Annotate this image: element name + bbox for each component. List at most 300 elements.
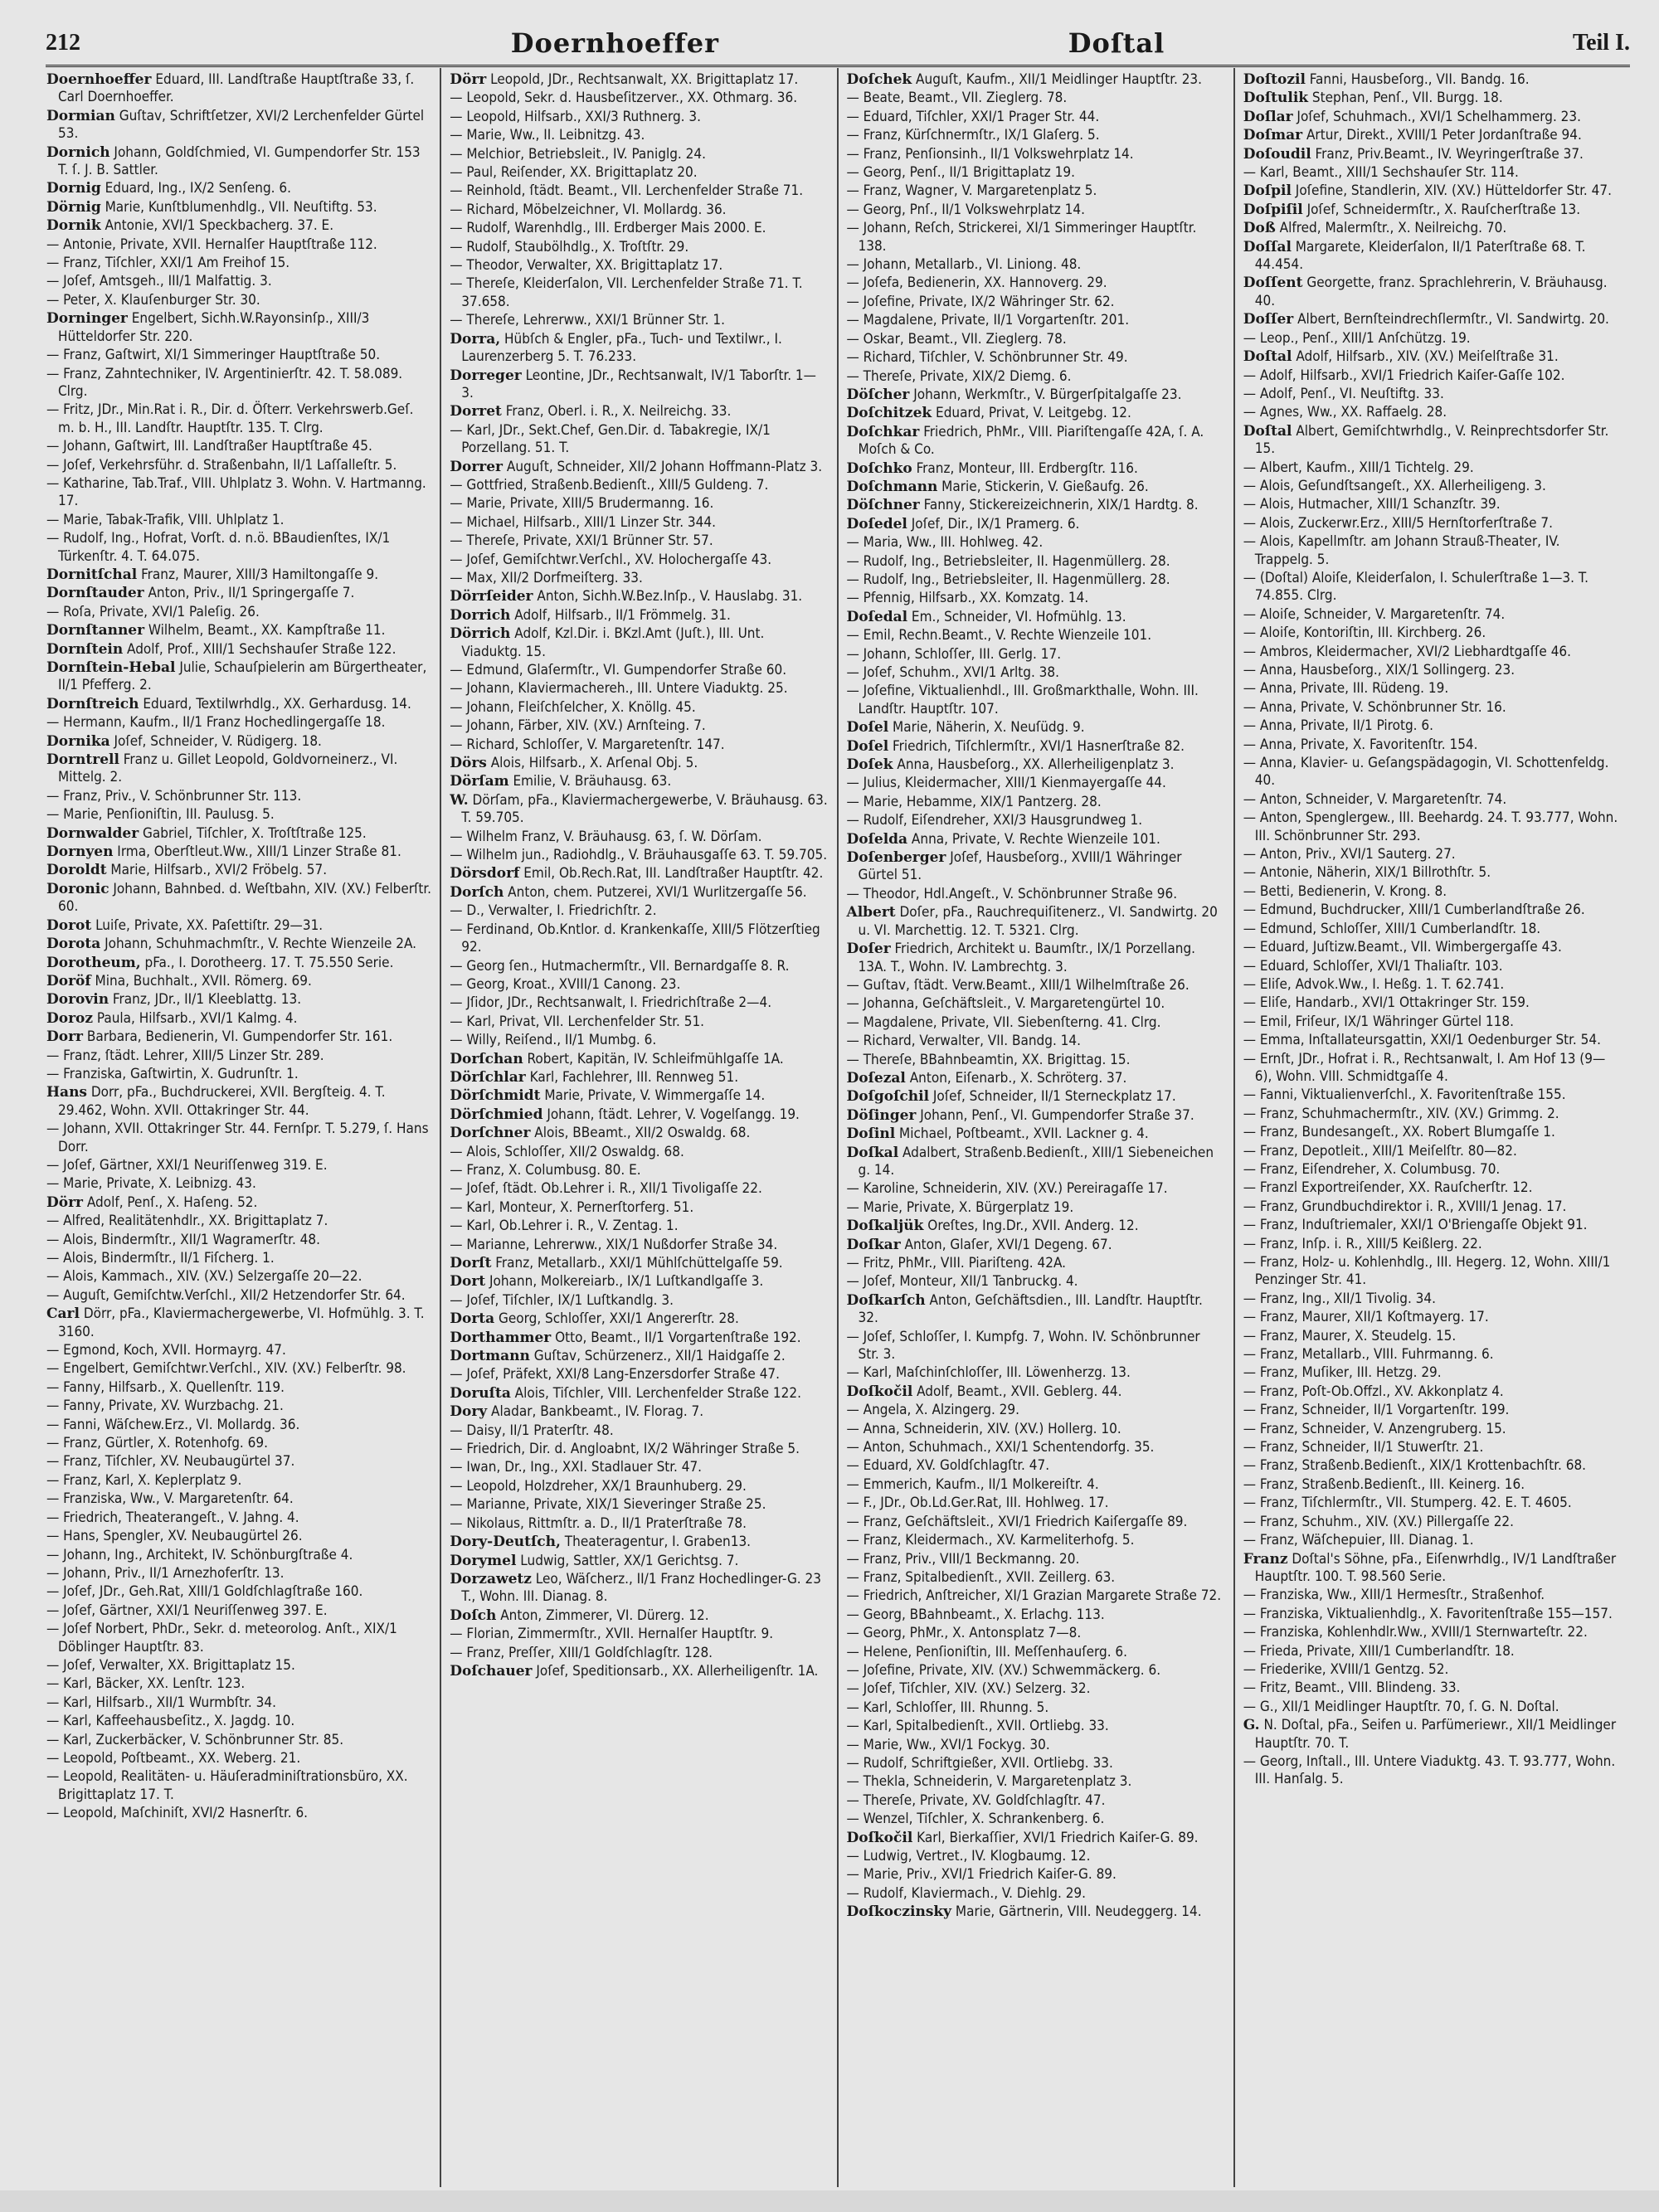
directory-entry: — Georg, PhMr., X. Antonsplatz 7—8. — [846, 1625, 1082, 1642]
directory-entry: — Melchior, Betriebsleit., IV. Paniglg. 24. — [450, 145, 706, 163]
directory-entry: — Franz, Wagner, V. Margaretenplatz 5. — [846, 182, 1097, 200]
directory-entry: Doſedel Joſef, Dir., IX/1 Pramerg. 6. — [846, 515, 1080, 532]
directory-entry: — Richard, Tiſchler, V. Schönbrunner Str. 49. — [846, 349, 1128, 367]
directory-entry: — Franz, Inſp. i. R., XIII/5 Keißlerg. 22. — [1243, 1235, 1482, 1252]
column-4 — [1233, 68, 1630, 2187]
directory-entry: — Marie, Ww., II. Leibnitzg. 43. — [450, 127, 645, 144]
directory-entry: Dörsdorf Emil, Ob.Rech.Rat, III. Landſtraßer Hauptſtr. 42. — [450, 865, 824, 882]
directory-entry: — Johann, Reſch, Strickerei, XI/1 Simmeringer Hauptſtr. 138. — [846, 220, 1197, 255]
directory-entry: Doſtal Adolf, Hilfsarb., XIV. (XV.) Meiſelſtraße 31. — [1243, 348, 1559, 366]
directory-entry: — Joſef, Verwalter, XX. Brigittaplatz 15. — [46, 1656, 295, 1674]
directory-entry: Dörrich Adolf, Kzl.Dir. i. BKzl.Amt (Juſt.), III. Unt. Viaduktg. 15. — [450, 625, 765, 660]
directory-entry: — Franz, Gaſtwirt, XI/1 Simmeringer Hauptſtraße 50. — [46, 347, 381, 364]
directory-entry: — Anna, Private, V. Schönbrunner Str. 16. — [1243, 698, 1506, 716]
directory-entry: Doſchmann Marie, Stickerin, V. Gießaufg. 26. — [846, 478, 1149, 495]
directory-entry: — Franz, Straßenb.Bedienſt., XIX/1 Krottenbachſtr. 68. — [1243, 1457, 1587, 1475]
directory-entry: Doſchko Franz, Monteur, III. Erdbergſtr. 116. — [846, 459, 1138, 477]
directory-entry: — Friedrich, Theaterangeſt., V. Jahng. 4. — [46, 1509, 299, 1526]
directory-entry: Doruſta Alois, Tiſchler, VIII. Lerchenfelder Straße 122. — [450, 1384, 801, 1402]
directory-entry: — Engelbert, Gemiſchtwr.Verſchl., XIV. (XV.) Felberſtr. 98. — [46, 1360, 406, 1378]
directory-entry: Dörſchmied Johann, ſtädt. Lehrer, V. Vogelſangg. 19. — [450, 1106, 800, 1123]
directory-entry: — Anna, Hausbeſorg., XIX/1 Sollingerg. 23. — [1243, 662, 1515, 678]
directory-entry: — Joſef, Monteur, XII/1 Tanbruckg. 4. — [846, 1273, 1078, 1291]
directory-entry: — Franz, Tiſchler, XXI/1 Am Freihof 15. — [46, 255, 290, 272]
directory-entry: — Joſef Norbert, PhDr., Sekr. d. meteorolog. Anſt., XIX/1 Döblinger Hauptſtr. 83. — [46, 1621, 397, 1655]
directory-entry: — Franz, Spitalbedienſt., XVII. Zeillerg. 63. — [846, 1568, 1116, 1586]
directory-entry: Dornika Joſef, Schneider, V. Rüdigerg. 18. — [46, 732, 322, 750]
directory-entry: — Franziska, Gaſtwirtin, X. Gudrunſtr. 1. — [46, 1065, 299, 1082]
directory-entry: Doſel Marie, Näherin, X. Neuſüdg. 9. — [846, 719, 1085, 737]
directory-entry: Dorthammer Otto, Beamt., II/1 Vorgartenſtraße 192. — [450, 1329, 801, 1346]
directory-entry: — Edmund, Schloſſer, XIII/1 Cumberlandſtr. 18. — [1243, 920, 1541, 937]
directory-entry: — Anna, Klavier- u. Geſangspädagogin, VI. Schottenfeldg. 40. — [1243, 755, 1609, 790]
directory-entry: — Leopold, Sekr. d. Hausbeſitzerver., XX. Othmarg. 36. — [450, 90, 798, 107]
directory-entry: — Karl, Privat, VII. Lerchenfelder Str. 51. — [450, 1013, 705, 1030]
column-3 — [837, 68, 1233, 2187]
directory-entry: — Rudolf, Schriftgießer, XVII. Ortliebg. 33. — [846, 1754, 1113, 1772]
directory-entry: Doſezal Anton, Eiſenarb., X. Schröterg. 37. — [846, 1069, 1127, 1087]
directory-entry: Döſinger Johann, Penſ., VI. Gumpendorfer Straße 37. — [846, 1106, 1194, 1124]
directory-entry: — Rudolf, Warenhdlg., III. Erdberger Mais 2000. E. — [450, 220, 766, 237]
directory-entry: Dorr Barbara, Bedienerin, VI. Gumpendorfer Str. 161. — [46, 1028, 393, 1046]
directory-entry: — Eliſe, Handarb., XVI/1 Ottakringer Str. 159. — [1243, 994, 1530, 1012]
directory-entry: — Karl, Monteur, X. Pernerſtorferg. 51. — [450, 1198, 694, 1216]
left-keyword: Doernhoeffer — [510, 27, 720, 59]
directory-entry: — Albert, Kaufm., XIII/1 Tichtelg. 29. — [1243, 459, 1474, 476]
directory-entry: — Georg, Penſ., II/1 Brigittaplatz 19. — [846, 164, 1075, 182]
directory-entry: — Franz, Depotleit., XIII/1 Meiſelſtr. 80—82. — [1243, 1142, 1517, 1159]
directory-entry: Franz Doſtal's Söhne, pFa., Eiſenwrhdlg., IV/1 Landſtraßer Hauptſtr. 100. T. 98.560 Serie. — [1243, 1550, 1617, 1585]
directory-entry: — Franz, Holz- u. Kohlenhdlg., III. Hegerg. 12, Wohn. XIII/1 Penzinger Str. 41. — [1243, 1254, 1611, 1289]
directory-entry: — Alois, Bindermſtr., XII/1 Wagramerſtr. 48. — [46, 1231, 320, 1248]
directory-entry: — Helene, Penſioniſtin, III. Meſſenhauſerg. 6. — [846, 1643, 1127, 1660]
directory-entry: Dorra, Hübſch & Engler, pFa., Tuch- und Textilwr., I. Laurenzerberg 5. T. 76.233. — [450, 330, 782, 366]
directory-entry: — Franz, Priv., V. Schönbrunner Str. 113. — [46, 787, 302, 805]
directory-entry: Dornſtanner Wilhelm, Beamt., XX. Kampſtraße 11. — [46, 622, 386, 639]
directory-entry: Dorninger Engelbert, Sichh.W.Rayonsinſp., XIII/3 Hütteldorfer Str. 220. — [46, 310, 370, 345]
directory-entry: — Leopold, Poſtbeamt., XX. Weberg. 21. — [46, 1749, 301, 1767]
directory-entry: Doſoudil Franz, Priv.Beamt., IV. Weyringerſtraße 37. — [1243, 145, 1584, 163]
directory-entry: Döſcher Johann, Werkmſtr., V. Bürgerſpitalgaſſe 23. — [846, 386, 1182, 403]
directory-entry: — Hermann, Kaufm., II/1 Franz Hochedlingergaſſe 18. — [46, 714, 386, 732]
directory-entry: — Karl, Bäcker, XX. Lenſtr. 123. — [46, 1675, 246, 1693]
directory-entry: Dorota Johann, Schuhmachmſtr., V. Rechte Wienzeile 2A. — [46, 936, 416, 953]
directory-entry: — Auguſt, Gemiſchtw.Verſchl., XII/2 Hetzendorfer Str. 64. — [46, 1286, 406, 1304]
directory-entry: Dörrſeider Anton, Sichh.W.Bez.Inſp., V. Hauslabg. 31. — [450, 588, 803, 605]
directory-entry: — Johann, Färber, XIV. (XV.) Arnſteing. 7. — [450, 717, 706, 735]
directory-entry: — Alois, Hutmacher, XIII/1 Schanzſtr. 39. — [1243, 496, 1501, 513]
directory-entry: Dornwalder Gabriel, Tiſchler, X. Troſtſtraße 125. — [46, 824, 367, 842]
directory-entry: Doſedal Em., Schneider, VI. Hofmühlg. 13. — [846, 608, 1126, 625]
page-number: 212 — [46, 30, 80, 56]
directory-entry: — G., XII/1 Meidlinger Hauptſtr. 70, ſ. G. N. Doſtal. — [1243, 1698, 1559, 1715]
directory-entry: Doſenberger Joſef, Hausbeſorg., XVIII/1 Währinger Gürtel 51. — [846, 849, 1182, 884]
directory-entry: Doroz Paula, Hilfsarb., XVI/1 Kalmg. 4. — [46, 1009, 298, 1027]
directory-entry: Dornik Antonie, XVI/1 Speckbacherg. 37. E. — [46, 217, 334, 235]
directory-entry: — Leopold, Hilfsarb., XXI/3 Ruthnerg. 3. — [450, 108, 701, 125]
directory-entry: — Marianne, Lehrerww., XIX/1 Nußdorfer Straße 34. — [450, 1236, 778, 1253]
directory-entry: — Leop., Penſ., XIII/1 Anſchützg. 19. — [1243, 329, 1471, 347]
directory-entry: Doſgoſchil Joſef, Schneider, II/1 Sterneckplatz 17. — [846, 1088, 1176, 1106]
directory-entry: — Daisy, II/1 Praterſtr. 48. — [450, 1422, 614, 1439]
directory-entry: — Emil, Friſeur, IX/1 Währinger Gürtel 118. — [1243, 1013, 1514, 1030]
directory-entry: — Alois, Kapellmſtr. am Johann Strauß-Theater, IV. Trappelg. 5. — [1243, 533, 1560, 568]
directory-entry: Doröf Mina, Buchhalt., XVII. Römerg. 69. — [46, 972, 312, 989]
directory-entry: — Marie, Private, X. Bürgerplatz 19. — [846, 1198, 1074, 1216]
directory-entry: — Thereſe, BBahnbeamtin, XX. Brigittag. 15. — [846, 1051, 1131, 1068]
directory-entry: — Fanni, Viktualienverſchl., X. Favoritenſtraße 155. — [1243, 1087, 1566, 1104]
directory-entry: — Peter, X. Klauſenburger Str. 30. — [46, 291, 260, 309]
directory-entry: — Emil, Rechn.Beamt., V. Rechte Wienzeile 101. — [846, 627, 1152, 644]
directory-entry: — Karl, Maſchinſchloſſer, III. Löwenherzg. 13. — [846, 1364, 1131, 1382]
directory-entry: — Johann, Ing., Architekt, IV. Schönburgſtraße 4. — [46, 1546, 353, 1563]
directory-entry: — Karl, Schloſſer, III. Rhunng. 5. — [846, 1699, 1049, 1716]
directory-entry: Doſtal Albert, Gemiſchtwrhdlg., V. Reinprechtsdorfer Str. 15. — [1243, 422, 1609, 458]
directory-entry: — Franz, Induſtriemaler, XXI/1 O'Briengaſſe Objekt 91. — [1243, 1217, 1588, 1234]
directory-entry: — Franz, Metallarb., VIII. Fuhrmanng. 6. — [1243, 1346, 1494, 1364]
directory-entry: — Fanni, Wäſchew.Erz., VI. Mollardg. 36. — [46, 1416, 300, 1433]
directory-entry: — Franz, Kleidermach., XV. Karmeliterhofg. 5. — [846, 1532, 1135, 1549]
directory-entry: — Theodor, Verwalter, XX. Brigittaplatz 17. — [450, 257, 723, 275]
directory-entry: — Franz, Bundesangeſt., XX. Robert Blumgaſſe 1. — [1243, 1124, 1555, 1141]
directory-entry: Doſchek Auguſt, Kaufm., XII/1 Meidlinger Hauptſtr. 23. — [846, 71, 1203, 88]
directory-entry: — Franz, Ing., XII/1 Tivolig. 34. — [1243, 1290, 1436, 1307]
directory-entry: — Adolf, Penſ., VI. Neuſtiftg. 33. — [1243, 385, 1444, 402]
directory-entry: Dorotheum, pFa., I. Dorotheerg. 17. T. 75.550 Serie. — [46, 954, 394, 971]
directory-entry: — Johann, Klaviermachereh., III. Untere Viaduktg. 25. — [450, 680, 788, 698]
directory-entry: — Marie, Penſioniſtin, III. Paulusg. 5. — [46, 806, 275, 824]
directory-entry: Doſſer Albert, Bernſteindrechſlermſtr., VI. Sandwirtg. 20. — [1243, 311, 1609, 328]
directory-entry: Dorret Franz, Oberl. i. R., X. Neilreichg. 33. — [450, 403, 732, 421]
directory-entry: Doſtozil Fanni, Hausbeſorg., VII. Bandg. 16. — [1243, 71, 1530, 88]
directory-entry: Doſſal Margarete, Kleiderſalon, II/1 Paterſtraße 68. T. 44.454. — [1243, 238, 1586, 274]
directory-entry: — Karl, JDr., Sekt.Chef, Gen.Dir. d. Tabakregie, IX/1 Porzellang. 51. T. — [450, 421, 771, 457]
directory-entry: — Franz, Grundbuchdirektor i. R., XVIII/1 Jenag. 17. — [1243, 1198, 1567, 1215]
directory-entry: — Eduard, XV. Goldſchlagſtr. 47. — [846, 1457, 1050, 1475]
directory-entry: — Fanny, Hilfsarb., X. Quellenſtr. 119. — [46, 1378, 285, 1396]
directory-entry: Doſtulik Stephan, Penſ., VII. Burgg. 18. — [1243, 90, 1503, 107]
directory-entry: — Joſefine, Private, IX/2 Währinger Str. 62. — [846, 293, 1115, 310]
directory-entry: — Karl, Ob.Lehrer i. R., V. Zentag. 1. — [450, 1218, 679, 1235]
directory-entry: — Julius, Kleidermacher, XIII/1 Kienmayergaſſe 44. — [846, 775, 1166, 792]
page-bottom-edge — [0, 2190, 1659, 2212]
directory-entry: — Karoline, Schneiderin, XIV. (XV.) Pereiragaſſe 17. — [846, 1180, 1168, 1198]
directory-entry: — Fritz, Beamt., VIII. Blindeng. 33. — [1243, 1680, 1461, 1697]
directory-entry: Dorntrell Franz u. Gillet Leopold, Goldvorneinerz., VI. Mittelg. 2. — [46, 751, 398, 786]
directory-entry: — Joſef, Schuhm., XVI/1 Arltg. 38. — [846, 664, 1059, 681]
directory-entry: — Franz, Maurer, XII/1 Koſtmayerg. 17. — [1243, 1309, 1489, 1326]
directory-entry: Doſpil Joſefine, Standlerin, XIV. (XV.) Hütteldorfer Str. 47. — [1243, 182, 1612, 200]
directory-entry: — Alfred, Realitätenhdlr., XX. Brigittaplatz 7. — [46, 1213, 328, 1230]
directory-entry: — Edmund, Glaſermſtr., VI. Gumpendorfer Straße 60. — [450, 662, 787, 678]
directory-entry: — Johann, Gaſtwirt, III. Landſtraßer Hauptſtraße 45. — [46, 438, 372, 455]
directory-entry: Dörs Alois, Hilfsarb., X. Arſenal Obj. 5. — [450, 755, 698, 772]
directory-entry: Doſinl Michael, Poſtbeamt., XVII. Lackner g. 4. — [846, 1125, 1149, 1143]
directory-entry: Dörnig Marie, Kunſtblumenhdlg., VII. Neuſtiftg. 53. — [46, 198, 377, 216]
directory-entry: — Ferdinand, Ob.Kntlor. d. Krankenkaſſe, XIII/5 Flötzerſtieg 92. — [450, 921, 820, 956]
directory-entry: — Franz, Tiſchlermſtr., VII. Stumperg. 42. E. T. 4605. — [1243, 1495, 1572, 1512]
directory-entry: Doſkaljük Oreſtes, Ing.Dr., XVII. Anderg. 12. — [846, 1218, 1139, 1235]
directory-entry: Doſkal Adalbert, Straßenb.Bedienſt., XIII/1 Siebeneichen g. 14. — [846, 1144, 1214, 1179]
directory-entry: Doß Alfred, Malermſtr., X. Neilreichg. 70. — [1243, 220, 1507, 237]
directory-entry: — Marianne, Private, XIX/1 Sieveringer Straße 25. — [450, 1496, 766, 1514]
directory-entry: — Joſef, Gärtner, XXI/1 Neuriſſenweg 397. E. — [46, 1602, 328, 1619]
directory-entry: — Maria, Ww., III. Hohlweg. 42. — [846, 534, 1044, 552]
directory-entry: — Franz, Schuhmachermſtr., XIV. (XV.) Grimmg. 2. — [1243, 1105, 1559, 1122]
directory-entry: Dornſtauder Anton, Priv., II/1 Springergaſſe 7. — [46, 585, 355, 602]
directory-entry: — Johann, Priv., II/1 Arnezhoferſtr. 13. — [46, 1564, 285, 1582]
directory-entry: Albert Doſer, pFa., Rauchrequiſitenerz., VI. Sandwirtg. 20 u. VI. Marchettig. 12. T. 5321. Clrg. — [846, 904, 1218, 939]
directory-entry: — Karl, Beamt., XIII/1 Sechshauſer Str. 114. — [1243, 164, 1519, 182]
directory-entry: — Ludwig, Vertret., IV. Klogbaumg. 12. — [846, 1848, 1091, 1864]
directory-entry: — Thekla, Schneiderin, V. Margaretenplatz 3. — [846, 1773, 1132, 1791]
directory-entry: — Thereſe, Kleiderſalon, VII. Lerchenfelder Straße 71. T. 37.658. — [450, 275, 803, 310]
directory-entry: — Friedrich, Dir. d. Angloabnt, IX/2 Währinger Straße 5. — [450, 1441, 800, 1458]
directory-entry: — Thereſe, Lehrerww., XXI/1 Brünner Str. 1. — [450, 312, 725, 329]
directory-entry: — Fanny, Private, XV. Wurzbachg. 21. — [46, 1398, 284, 1415]
directory-entry: — Iwan, Dr., Ing., XXI. Stadlauer Str. 47. — [450, 1459, 703, 1476]
directory-entry: — Aloiſe, Schneider, V. Margaretenſtr. 74. — [1243, 605, 1506, 623]
directory-entry: Dorrich Adolf, Hilfsarb., II/1 Frömmelg. 31. — [450, 606, 731, 624]
directory-entry: Dornſtein-Hebal Julie, Schauſpielerin am Bürgertheater, II/1 Pfefferg. 2. — [46, 659, 427, 694]
directory-entry: Dörr Adolf, Penſ., X. Haſeng. 52. — [46, 1194, 258, 1211]
directory-entry: Doſel Friedrich, Tiſchlermſtr., XVI/1 Hasnerſtraße 82. — [846, 737, 1185, 755]
directory-entry: — Beate, Beamt., VII. Zieglerg. 78. — [846, 90, 1068, 107]
directory-entry: — Edmund, Buchdrucker, XIII/1 Cumberlandſtraße 26. — [1243, 902, 1585, 919]
directory-entry: — Magdalene, Private, II/1 Vorgartenſtr. 201. — [846, 312, 1130, 329]
directory-entry: Doſchauer Joſef, Speditionsarb., XX. Allerheiligenſtr. 1A. — [450, 1662, 819, 1680]
directory-entry: — Paul, Reiſender, XX. Brigittaplatz 20. — [450, 164, 698, 182]
directory-entry: Döſchner Fanny, Stickereizeichnerin, XIX/1 Hardtg. 8. — [846, 497, 1199, 514]
directory-entry: — Richard, Verwalter, VII. Bandg. 14. — [846, 1033, 1081, 1050]
directory-entry: — Anton, Spenglergew., III. Beehardg. 24. T. 93.777, Wohn. III. Schönbrunner Str. 293. — [1243, 809, 1618, 844]
directory-entry: — Franziska, Ww., XIII/1 Hermesſtr., Straßenhof. — [1243, 1587, 1545, 1604]
directory-entry: — Nikolaus, Rittmſtr. a. D., II/1 Praterſtraße 78. — [450, 1514, 747, 1532]
directory-entry: — Emma, Inſtallateursgattin, XXI/1 Oedenburger Str. 54. — [1243, 1032, 1601, 1049]
directory-entry: — Georg, Pnſ., II/1 Volkswehrplatz 14. — [846, 201, 1085, 218]
directory-entry: Doſmar Artur, Direkt., XVIII/1 Peter Jordanſtraße 94. — [1243, 127, 1582, 144]
directory-entry: — Joſefa, Bedienerin, XX. Hannoverg. 29. — [846, 275, 1107, 292]
directory-entry: — Franz, ſtädt. Lehrer, XIII/5 Linzer Str. 289. — [46, 1047, 324, 1064]
directory-entry: — Joſef, Schloſſer, I. Kumpfg. 7, Wohn. IV. Schönbrunner Str. 3. — [846, 1328, 1200, 1364]
directory-entry: Dornſtein Adolf, Prof., XIII/1 Sechshauſer Straße 122. — [46, 640, 397, 658]
directory-entry: — Rudolf, Ing., Hofrat, Vorſt. d. n.ö. BBaudienſtes, IX/1 Türkenſtr. 4. T. 64.075. — [46, 530, 391, 565]
directory-entry: — Antonie, Näherin, XIX/1 Billrothſtr. 5. — [1243, 864, 1491, 882]
directory-entry: — Oskar, Beamt., VII. Zieglerg. 78. — [846, 330, 1067, 348]
column-1 — [43, 68, 440, 2187]
directory-entry: Dormian Guſtav, Schriftſetzer, XVI/2 Lerchenfelder Gürtel 53. — [46, 107, 425, 143]
directory-entry: Doſlar Joſef, Schuhmach., XVI/1 Schelhammerg. 23. — [1243, 108, 1581, 125]
directory-entry: Dorovin Franz, JDr., II/1 Kleeblattg. 13. — [46, 991, 302, 1009]
directory-entry: — Rudolf, Klaviermach., V. Diehlg. 29. — [846, 1884, 1087, 1902]
directory-entry: Doſkočil Adolf, Beamt., XVII. Geblerg. 44. — [846, 1383, 1122, 1400]
directory-entry: — Joſef, Tiſchler, IX/1 Luſtkandlg. 3. — [450, 1291, 674, 1309]
directory-entry: — Anna, Schneiderin, XIV. (XV.) Hollerg. 10. — [846, 1420, 1121, 1437]
directory-entry: — Johann, XVII. Ottakringer Str. 44. Fernſpr. T. 5.279, ſ. Hans Dorr. — [46, 1121, 429, 1155]
directory-entry: — Rudolf, Eiſendreher, XXI/3 Hausgrundweg 1. — [846, 812, 1143, 829]
directory-entry: Dornyen Irma, Oberſtleut.Ww., XIII/1 Linzer Straße 81. — [46, 843, 401, 861]
directory-entry: — Thereſe, Private, XXI/1 Brünner Str. 57. — [450, 532, 713, 550]
directory-entry: — Anton, Schuhmach., XXI/1 Schentendorfg. 35. — [846, 1439, 1155, 1456]
directory-entry: — Franz, Tiſchler, XV. Neubaugürtel 37. — [46, 1453, 295, 1471]
directory-entry: Doſſent Georgette, franz. Sprachlehrerin, V. Bräuhausg. 40. — [1243, 275, 1608, 309]
directory-entry: Dorot Luiſe, Private, XX. Paſettiſtr. 29—31. — [46, 916, 324, 934]
directory-entry: Dorreger Leontine, JDr., Rechtsanwalt, IV/1 Taborſtr. 1—3. — [450, 367, 816, 401]
directory-entry: — Eliſe, Advok.Ww., I. Heßg. 1. T. 62.741. — [1243, 975, 1505, 993]
directory-entry: Doſkarſch Anton, Geſchäftsdien., III. Landſtr. Hauptſtr. 32. — [846, 1291, 1203, 1327]
directory-entry: — Alois, Bindermſtr., II/1 Fiſcherg. 1. — [46, 1250, 275, 1266]
directory-entry: Dorſch Anton, chem. Putzerei, XVI/1 Wurlitzergaſſe 56. — [450, 883, 807, 901]
directory-entry: — Aloiſe, Kontoriſtin, III. Kirchberg. 26. — [1243, 625, 1486, 642]
directory-entry: — Franz, Schuhm., XIV. (XV.) Pillergaſſe 22. — [1243, 1513, 1515, 1530]
directory-entry: — Angela, X. Alzingerg. 29. — [846, 1402, 1019, 1419]
directory-entry: — Eduard, Schloſſer, XVI/1 Thaliaſtr. 103. — [1243, 957, 1503, 975]
directory-entry: — Adolf, Hilfsarb., XVI/1 Friedrich Kaiſer-Gaſſe 102. — [1243, 367, 1565, 384]
directory-entry: — Franz, Priv., VIII/1 Beckmanng. 20. — [846, 1550, 1080, 1568]
directory-entry: — Franz, Schneider, V. Anzengruberg. 15. — [1243, 1420, 1506, 1437]
directory-entry: — Eduard, Juſtizw.Beamt., VII. Wimbergergaſſe 43. — [1243, 939, 1562, 956]
directory-entry: — Joſef, Gärtner, XXI/1 Neuriſſenweg 319. E. — [46, 1156, 328, 1174]
directory-entry: Carl Dörr, pFa., Klaviermachergewerbe, VI. Hofmühlg. 3. T. 3160. — [46, 1305, 425, 1340]
directory-entry: — D., Verwalter, I. Friedrichſtr. 2. — [450, 902, 657, 920]
directory-entry: — Hans, Spengler, XV. Neubaugürtel 26. — [46, 1528, 303, 1545]
directory-entry: — Alois, Geſundſtsangeſt., XX. Allerheiligeng. 3. — [1243, 477, 1546, 494]
directory-entry: Doſkoczinsky Marie, Gärtnerin, VIII. Neudeggerg. 14. — [846, 1903, 1202, 1921]
directory-entry: — Alois, Schloſſer, XII/2 Oswaldg. 68. — [450, 1143, 684, 1160]
directory-entry: — Karl, Hilfsarb., XII/1 Wurmbſtr. 34. — [46, 1694, 276, 1711]
directory-entry: — Reinhold, ſtädt. Beamt., VII. Lerchenfelder Straße 71. — [450, 182, 804, 200]
directory-entry: — Emmerich, Kaufm., II/1 Molkereiſtr. 4. — [846, 1475, 1099, 1493]
directory-entry: — Johanna, Geſchäftsleit., V. Margaretengürtel 10. — [846, 995, 1165, 1013]
directory-entry: — Anton, Schneider, V. Margaretenſtr. 74. — [1243, 790, 1507, 808]
directory-entry: Doſch Anton, Zimmerer, VI. Dürerg. 12. — [450, 1607, 709, 1624]
directory-entry: — (Doſtal) Aloiſe, Kleiderſalon, I. Schulerſtraße 1—3. T. 74.855. Clrg. — [1243, 569, 1589, 605]
directory-entry: — Franz, Maurer, X. Steudelg. 15. — [1243, 1327, 1457, 1344]
directory-entry: — Franz, Gürtler, X. Rotenhofg. 69. — [46, 1435, 268, 1452]
entry-columns — [43, 68, 1630, 2187]
directory-entry: Dornitſchal Franz, Maurer, XIII/3 Hamiltongaſſe 9. — [46, 566, 379, 583]
directory-entry: — Franz, Poſt-Ob.Offzl., XV. Akkonplatz 4. — [1243, 1383, 1504, 1400]
directory-entry: — Anton, Priv., XVI/1 Sauterg. 27. — [1243, 846, 1456, 863]
directory-entry: — Franz, Geſchäftsleit., XVI/1 Friedrich Kaiſergaſſe 89. — [846, 1513, 1188, 1530]
directory-entry: — Franz, Eiſendreher, X. Columbusg. 70. — [1243, 1160, 1501, 1178]
directory-entry: — Jſidor, JDr., Rechtsanwalt, I. Friedrichſtraße 2—4. — [450, 994, 772, 1012]
directory-entry: — Joſef, JDr., Geh.Rat, XIII/1 Goldſchlagſtraße 160. — [46, 1583, 363, 1601]
directory-entry: — Guſtav, ſtädt. Verw.Beamt., XIII/1 Wilhelmſtraße 26. — [846, 976, 1190, 994]
directory-entry: — Marie, Private, XIII/5 Brudermanng. 16. — [450, 495, 714, 513]
directory-entry: — Franz, Preſſer, XIII/1 Goldſchlagſtr. 128. — [450, 1644, 713, 1661]
directory-entry: — Ernſt, JDr., Hofrat i. R., Rechtsanwalt, I. Am Hof 13 (9—6), Wohn. VIII. Schmidtgaſſe 4. — [1243, 1050, 1606, 1085]
directory-entry: Dörr Leopold, JDr., Rechtsanwalt, XX. Brigittaplatz 17. — [450, 71, 799, 88]
directory-entry: Doronic Johann, Bahnbed. d. Weſtbahn, XIV. (XV.) Felberſtr. 60. — [46, 880, 432, 916]
directory-entry: — Georg, Kroat., XVIII/1 Canong. 23. — [450, 975, 681, 993]
directory-entry: — Marie, Tabak-Trafik, VIII. Uhlplatz 1. — [46, 511, 285, 528]
directory-entry: Dorſchner Alois, BBeamt., XII/2 Oswaldg. 68. — [450, 1125, 751, 1142]
page-header — [46, 22, 1630, 67]
directory-entry: — Roſa, Private, XVI/1 Paleſig. 26. — [46, 603, 260, 620]
directory-entry: — Marie, Hebamme, XIX/1 Pantzerg. 28. — [846, 793, 1102, 810]
directory-entry: — Joſef, Präfekt, XXI/8 Lang-Enzersdorfer Straße 47. — [450, 1366, 781, 1383]
directory-entry: — Franz, Kürſchnermſtr., IX/1 Glaſerg. 5. — [846, 127, 1100, 144]
directory-entry: — Marie, Priv., XVI/1 Friedrich Kaiſer-G. 89. — [846, 1866, 1117, 1884]
directory-entry: — Joſef, Amtsgeh., III/1 Malfattig. 3. — [46, 273, 272, 290]
directory-entry: Doſchkar Friedrich, PhMr., VIII. Piariſtengaſſe 42A, ſ. A. Moſch & Co. — [846, 423, 1204, 459]
directory-entry: — Rudolf, Ing., Betriebsleiter, II. Hagenmüllerg. 28. — [846, 552, 1170, 570]
directory-entry: — Marie, Ww., XVI/1 Fockyg. 30. — [846, 1736, 1050, 1753]
directory-entry: — Marie, Private, X. Leibnizg. 43. — [46, 1175, 256, 1193]
directory-entry: Doſchitzek Eduard, Privat, V. Leitgebg. 12. — [846, 405, 1131, 422]
directory-entry: — Franz, Wäſchepuier, III. Dianag. 1. — [1243, 1532, 1474, 1549]
directory-entry: — Fritz, JDr., Min.Rat i. R., Dir. d. Öſterr. Verkehrswerb.Geſ. m. b. H., III. Landſtr. Hauptſtr. 135. T. Clrg. — [46, 401, 414, 436]
part-label: Teil I. — [1572, 30, 1630, 56]
directory-entry: Doſek Anna, Hausbeſorg., XX. Allerheiligenplatz 3. — [846, 756, 1175, 774]
directory-entry: — Franz, Straßenb.Bedienſt., III. Keinerg. 16. — [1243, 1475, 1525, 1493]
directory-entry: — Richard, Schloſſer, V. Margaretenſtr. 147. — [450, 736, 725, 753]
directory-entry: Dorymel Ludwig, Sattler, XX/1 Gerichtsg. 7. — [450, 1552, 739, 1569]
right-keyword: Doſtal — [1068, 27, 1165, 59]
directory-entry: Dory Aladar, Bankbeamt., IV. Florag. 7. — [450, 1403, 704, 1421]
directory-entry: — Thereſe, Private, XV. Goldſchlagſtr. 47. — [846, 1791, 1106, 1809]
directory-entry: — Pfennig, Hilfsarb., XX. Komzatg. 14. — [846, 590, 1089, 607]
column-2 — [440, 68, 836, 2187]
directory-entry: — Eduard, Tiſchler, XXI/1 Prager Str. 44. — [846, 108, 1100, 125]
directory-entry: — Joſef, Verkehrsführ. d. Straßenbahn, II/1 Laſſalleſtr. 5. — [46, 456, 397, 474]
directory-entry: Dörſchmidt Marie, Private, V. Wimmergaſſe 14. — [450, 1087, 766, 1105]
directory-entry: — Wenzel, Tiſchler, X. Schrankenberg. 6. — [846, 1811, 1105, 1828]
directory-entry: — F., JDr., Ob.Ld.Ger.Rat, III. Hohlweg. 17. — [846, 1495, 1109, 1512]
directory-entry: — Thereſe, Private, XIX/2 Diemg. 6. — [846, 367, 1072, 385]
directory-entry: Dörſchlar Karl, Fachlehrer, III. Rennweg 51. — [450, 1068, 739, 1086]
directory-entry: — Joſef, Tiſchler, XIV. (XV.) Selzerg. 32. — [846, 1680, 1091, 1698]
directory-entry: Dorſchan Robert, Kapitän, IV. Schleifmühlgaſſe 1A. — [450, 1050, 784, 1067]
directory-entry: Hans Dorr, pFa., Buchdruckerei, XVII. Bergſteig. 4. T. 29.462, Wohn. XVII. Ottakringer Str. 44. — [46, 1084, 386, 1119]
directory-entry: — Franz, Zahntechniker, IV. Argentinierſtr. 42. T. 58.089. Clrg. — [46, 365, 403, 400]
directory-entry: — Franziska, Ww., V. Margaretenſtr. 64. — [46, 1490, 294, 1508]
directory-entry: — Wilhelm Franz, V. Bräuhausg. 63, ſ. W. Dörſam. — [450, 828, 762, 845]
directory-entry: — Georg, Inſtall., III. Untere Viaduktg. 43. T. 93.777, Wohn. III. Hanſalg. 5. — [1243, 1753, 1616, 1788]
directory-entry: — Betti, Bedienerin, V. Krong. 8. — [1243, 882, 1447, 900]
directory-entry: Doſer Friedrich, Architekt u. Baumſtr., IX/1 Porzellang. 13A. T., Wohn. IV. Lambrechtg. 3. — [846, 941, 1196, 975]
directory-entry: — Johann, Fleiſchſelcher, X. Knöllg. 45. — [450, 698, 696, 716]
directory-entry: — Leopold, Realitäten- u. Häuſeradminiſtrationsbüro, XX. Brigittaplatz 17. T. — [46, 1768, 408, 1803]
directory-entry: Doſkar Anton, Glaſer, XVI/1 Degeng. 67. — [846, 1236, 1112, 1253]
directory-entry: — Anna, Private, III. Rüdeng. 19. — [1243, 680, 1449, 698]
directory-entry: — Franzl Exportreiſender, XX. Rauſcherſtr. 12. — [1243, 1179, 1533, 1197]
directory-entry: G. N. Doſtal, pFa., Seifen u. Parfümeriewr., XII/1 Meidlinger Hauptſtr. 70. T. — [1243, 1717, 1617, 1752]
directory-entry: Dorzawetz Leo, Wäſcherz., II/1 Franz Hochedlinger-G. 23 T., Wohn. III. Dianag. 8. — [450, 1570, 821, 1606]
directory-entry: — Fritz, PhMr., VIII. Piariſteng. 42A. — [846, 1255, 1066, 1271]
directory-entry: — Franz, Karl, X. Keplerplatz 9. — [46, 1471, 242, 1489]
directory-entry: — Franziska, Kohlenhdlr.Ww., XVIII/1 Sternwarteſtr. 22. — [1243, 1624, 1588, 1641]
directory-entry: — Franz, Schneider, II/1 Stuwerſtr. 21. — [1243, 1439, 1484, 1456]
directory-entry: Doernhoeffer Eduard, III. Landſtraße Hauptſtraße 33, ſ. Carl Doernhoeffer. — [46, 71, 415, 106]
directory-entry: — Rudolf, Staubölhdlg., X. Troſtſtr. 29. — [450, 238, 689, 255]
directory-entry: — Max, XII/2 Dorfmeiſterg. 33. — [450, 569, 643, 586]
directory-entry: — Franz, Schneider, II/1 Vorgartenſtr. 199. — [1243, 1402, 1510, 1419]
directory-entry: Doſelda Anna, Private, V. Rechte Wienzeile 101. — [846, 830, 1160, 848]
directory-entry: — Michael, Hilfsarb., XIII/1 Linzer Str. 344. — [450, 513, 716, 531]
directory-entry: Dorſt Franz, Metallarb., XXI/1 Mühlſchüttelgaſſe 59. — [450, 1255, 783, 1271]
directory-entry: — Leopold, Holzdreher, XX/1 Braunhuberg. 29. — [450, 1477, 747, 1495]
directory-entry: — Leopold, Maſchiniſt, XVI/2 Hasnerſtr. 6. — [46, 1805, 309, 1822]
directory-entry: — Ambros, Kleidermacher, XVI/2 Liebhardtgaſſe 46. — [1243, 643, 1572, 660]
directory-entry: — Antonie, Private, XVII. Hernalſer Hauptſtraße 112. — [46, 236, 377, 253]
directory-entry: — Joſefine, Viktualienhdl., III. Großmarkthalle, Wohn. III. Landſtr. Hauptſtr. 107. — [846, 683, 1199, 717]
directory-entry: — Georg, BBahnbeamt., X. Erlachg. 113. — [846, 1606, 1105, 1623]
directory-entry: — Joſef, Gemiſchtwr.Verſchl., XV. Holochergaſſe 43. — [450, 551, 772, 568]
directory-entry: Dort Johann, Molkereiarb., IX/1 Luſtkandlgaſſe 3. — [450, 1273, 764, 1291]
directory-entry: Dornich Johann, Goldſchmied, VI. Gumpendorfer Str. 153 T. ſ. J. B. Sattler. — [46, 143, 421, 179]
